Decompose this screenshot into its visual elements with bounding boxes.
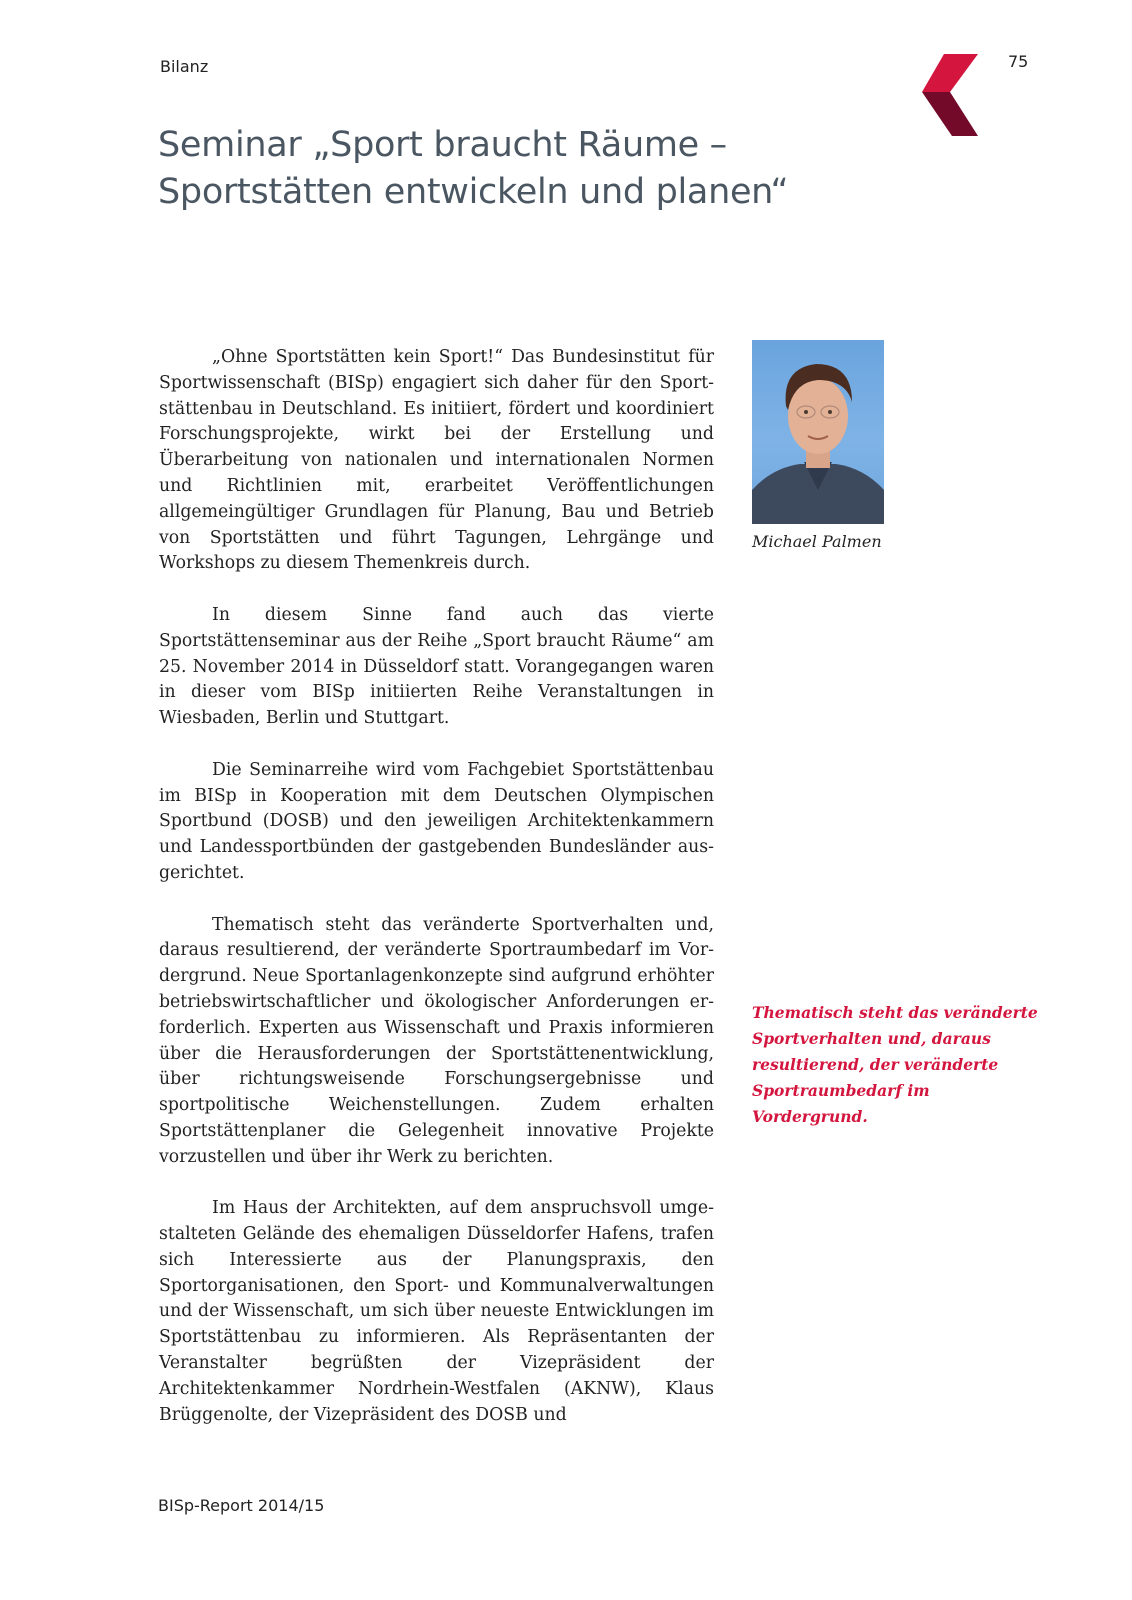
- paragraph: Thematisch steht das veränderte Sportverhalten und, daraus resultierend, der veränderte Sportraumbedarf im Vordergrund. Neue Sportanlagenkonzepte sind aufgrund erhöhter betriebswirtschaftlicher und ökologischer Anforderungen erforderlich. Experten aus Wissenschaft und Praxis informieren über die Herausforderungen der Sportstättenentwicklung, über richtungsweisende Forschungsergebnisse und sportpolitische Weichenstellungen. Zudem erhalten Sportstättenplaner die Gelegenheit innovative Projekte vorzustellen und über ihr Werk zu berichten.: [159, 914, 714, 1167]
- chevron-logo-icon: [922, 54, 978, 136]
- paragraph: „Ohne Sportstätten kein Sport!“ Das Bundesinstitut für Sportwissenschaft (BISp) engagiert sich daher für den Sportstättenbau in Deutschland. Es initiiert, fördert und koordiniert Forschungsprojekte, wirkt bei der Erstellung und Überarbeitung von nationalen und internationalen Normen und Richtlinien mit, erarbeitet Veröffentlichungen allgemeingültiger Grundlagen für Planung, Bau und Betrieb von Sportstätten und führt Tagungen, Lehrgänge und Workshops zu diesem Themenkreis durch.: [159, 347, 714, 574]
- pull-quote: Thematisch steht das veränderte Sportverhalten und, daraus resultierend, der veränderte Sportraumbedarf im Vordergrund.: [752, 1003, 1038, 1126]
- photo-caption: Michael Palmen: [752, 532, 882, 551]
- page-number: 75: [1008, 52, 1029, 71]
- article-title: [158, 122, 878, 216]
- portrait-illustration: [752, 340, 884, 524]
- paragraph: In diesem Sinne fand auch das vierte Sportstättenseminar aus der Reihe „Sport braucht Räume“ am 25. November 2014 in Düsseldorf statt. Vorangegangen waren in dieser vom BISp initiierten Reihe Veranstaltungen in Wiesbaden, Berlin und Stuttgart.: [159, 604, 714, 729]
- section-label: Bilanz: [160, 57, 209, 76]
- paragraph: Die Seminarreihe wird vom Fachgebiet Sportstättenbau im BISp in Kooperation mit dem Deutschen Olympischen Sportbund (DOSB) und den jeweiligen Architektenkammern und Landessportbünden der gastgebenden Bundesländer ausgerichtet.: [159, 759, 714, 883]
- title-line-1: Seminar „Sport braucht Räume –: [158, 125, 727, 165]
- title-line-2: Sportstätten entwickeln und planen“: [158, 172, 789, 212]
- footer-publication: BISp-Report 2014/15: [158, 1496, 325, 1515]
- article-body: [159, 345, 714, 1454]
- portrait-photo: [752, 340, 884, 524]
- paragraph: Im Haus der Architekten, auf dem anspruchsvoll umgestalteten Gelände des ehemaligen Düsseldorfer Hafens, trafen sich Interessierte aus der Planungspraxis, den Sportorganisationen, den Sport- und Kommunalverwaltungen und der Wissenschaft, um sich über neueste Entwicklungen im Sportstättenbau zu informieren. Als Repräsentanten der Veranstalter begrüßten der Vizepräsident der Architektenkammer Nordrhein-Westfalen (AKNW), Klaus Brüggenolte, der Vizepräsident des DOSB und: [159, 1198, 714, 1425]
